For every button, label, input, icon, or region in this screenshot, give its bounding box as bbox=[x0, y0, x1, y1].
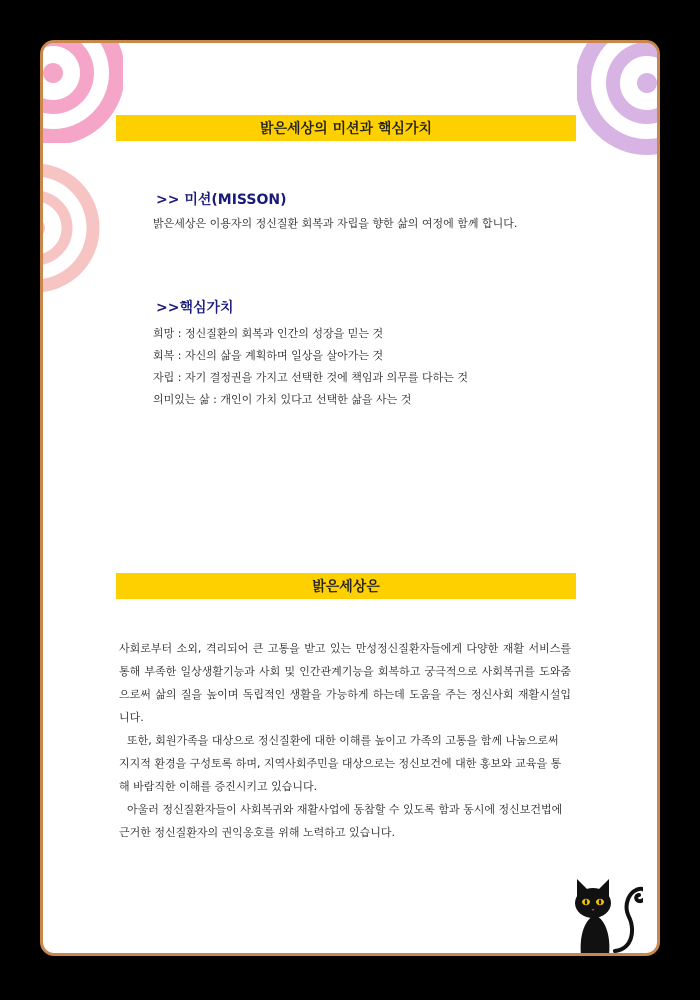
about-body bbox=[119, 637, 571, 844]
mission-values-banner bbox=[116, 115, 576, 141]
about-paragraph: 또한, 회원가족을 대상으로 정신질환에 대한 이해를 높이고 가족의 고통을 함께 나눔으로써 지지적 환경을 구성토록 하며, 지역사회주민을 대상으로는 정신보건에 대한 홍보와 교육을 통해 바람직한 이해를 증진시키고 있습니다. bbox=[119, 734, 562, 793]
page-card bbox=[40, 40, 660, 956]
mission-heading: >> 미션(MISSON) bbox=[156, 192, 287, 208]
banner-title: 밝은세상은 bbox=[312, 579, 380, 595]
core-values-heading: >>핵심가치 bbox=[156, 300, 234, 316]
mission-text: 밝은세상은 이용자의 정신질환 회복과 자립을 향한 삶의 여정에 함께 합니다. bbox=[153, 217, 518, 230]
core-values-list bbox=[153, 323, 468, 411]
concentric-circle-icon bbox=[40, 40, 123, 143]
about-banner bbox=[116, 573, 576, 599]
list-item: 의미있는 삶 : 개인이 가치 있다고 선택한 삶을 사는 것 bbox=[153, 393, 412, 406]
black-cat-icon bbox=[563, 869, 643, 956]
list-item: 희망 : 정신질환의 회복과 인간의 성장을 믿는 것 bbox=[153, 327, 384, 340]
concentric-circle-icon bbox=[577, 40, 660, 163]
list-item: 회복 : 자신의 삶을 계획하며 일상을 살아가는 것 bbox=[153, 349, 384, 362]
banner-title: 밝은세상의 미션과 핵심가치 bbox=[259, 121, 433, 137]
concentric-circle-icon bbox=[40, 158, 105, 298]
about-paragraph: 사회로부터 소외, 격리되어 큰 고통을 받고 있는 만성정신질환자들에게 다양한 재활 서비스를 통해 부족한 일상생활기능과 사회 및 인간관계기능을 회복하고 궁극적으로 사회복귀를 도와줌으로써 삶의 질을 높이며 독립적인 생활을 가능하게 하는데 도움을 주는 정신사회 재활시설입니다. bbox=[119, 642, 571, 724]
about-paragraph: 아울러 정신질환자들이 사회복귀와 재활사업에 동참할 수 있도록 함과 동시에 정신보건법에 근거한 정신질환자의 권익옹호를 위해 노력하고 있습니다. bbox=[119, 803, 563, 839]
list-item: 자립 : 자기 결정권을 가지고 선택한 것에 책임과 의무를 다하는 것 bbox=[153, 371, 468, 384]
